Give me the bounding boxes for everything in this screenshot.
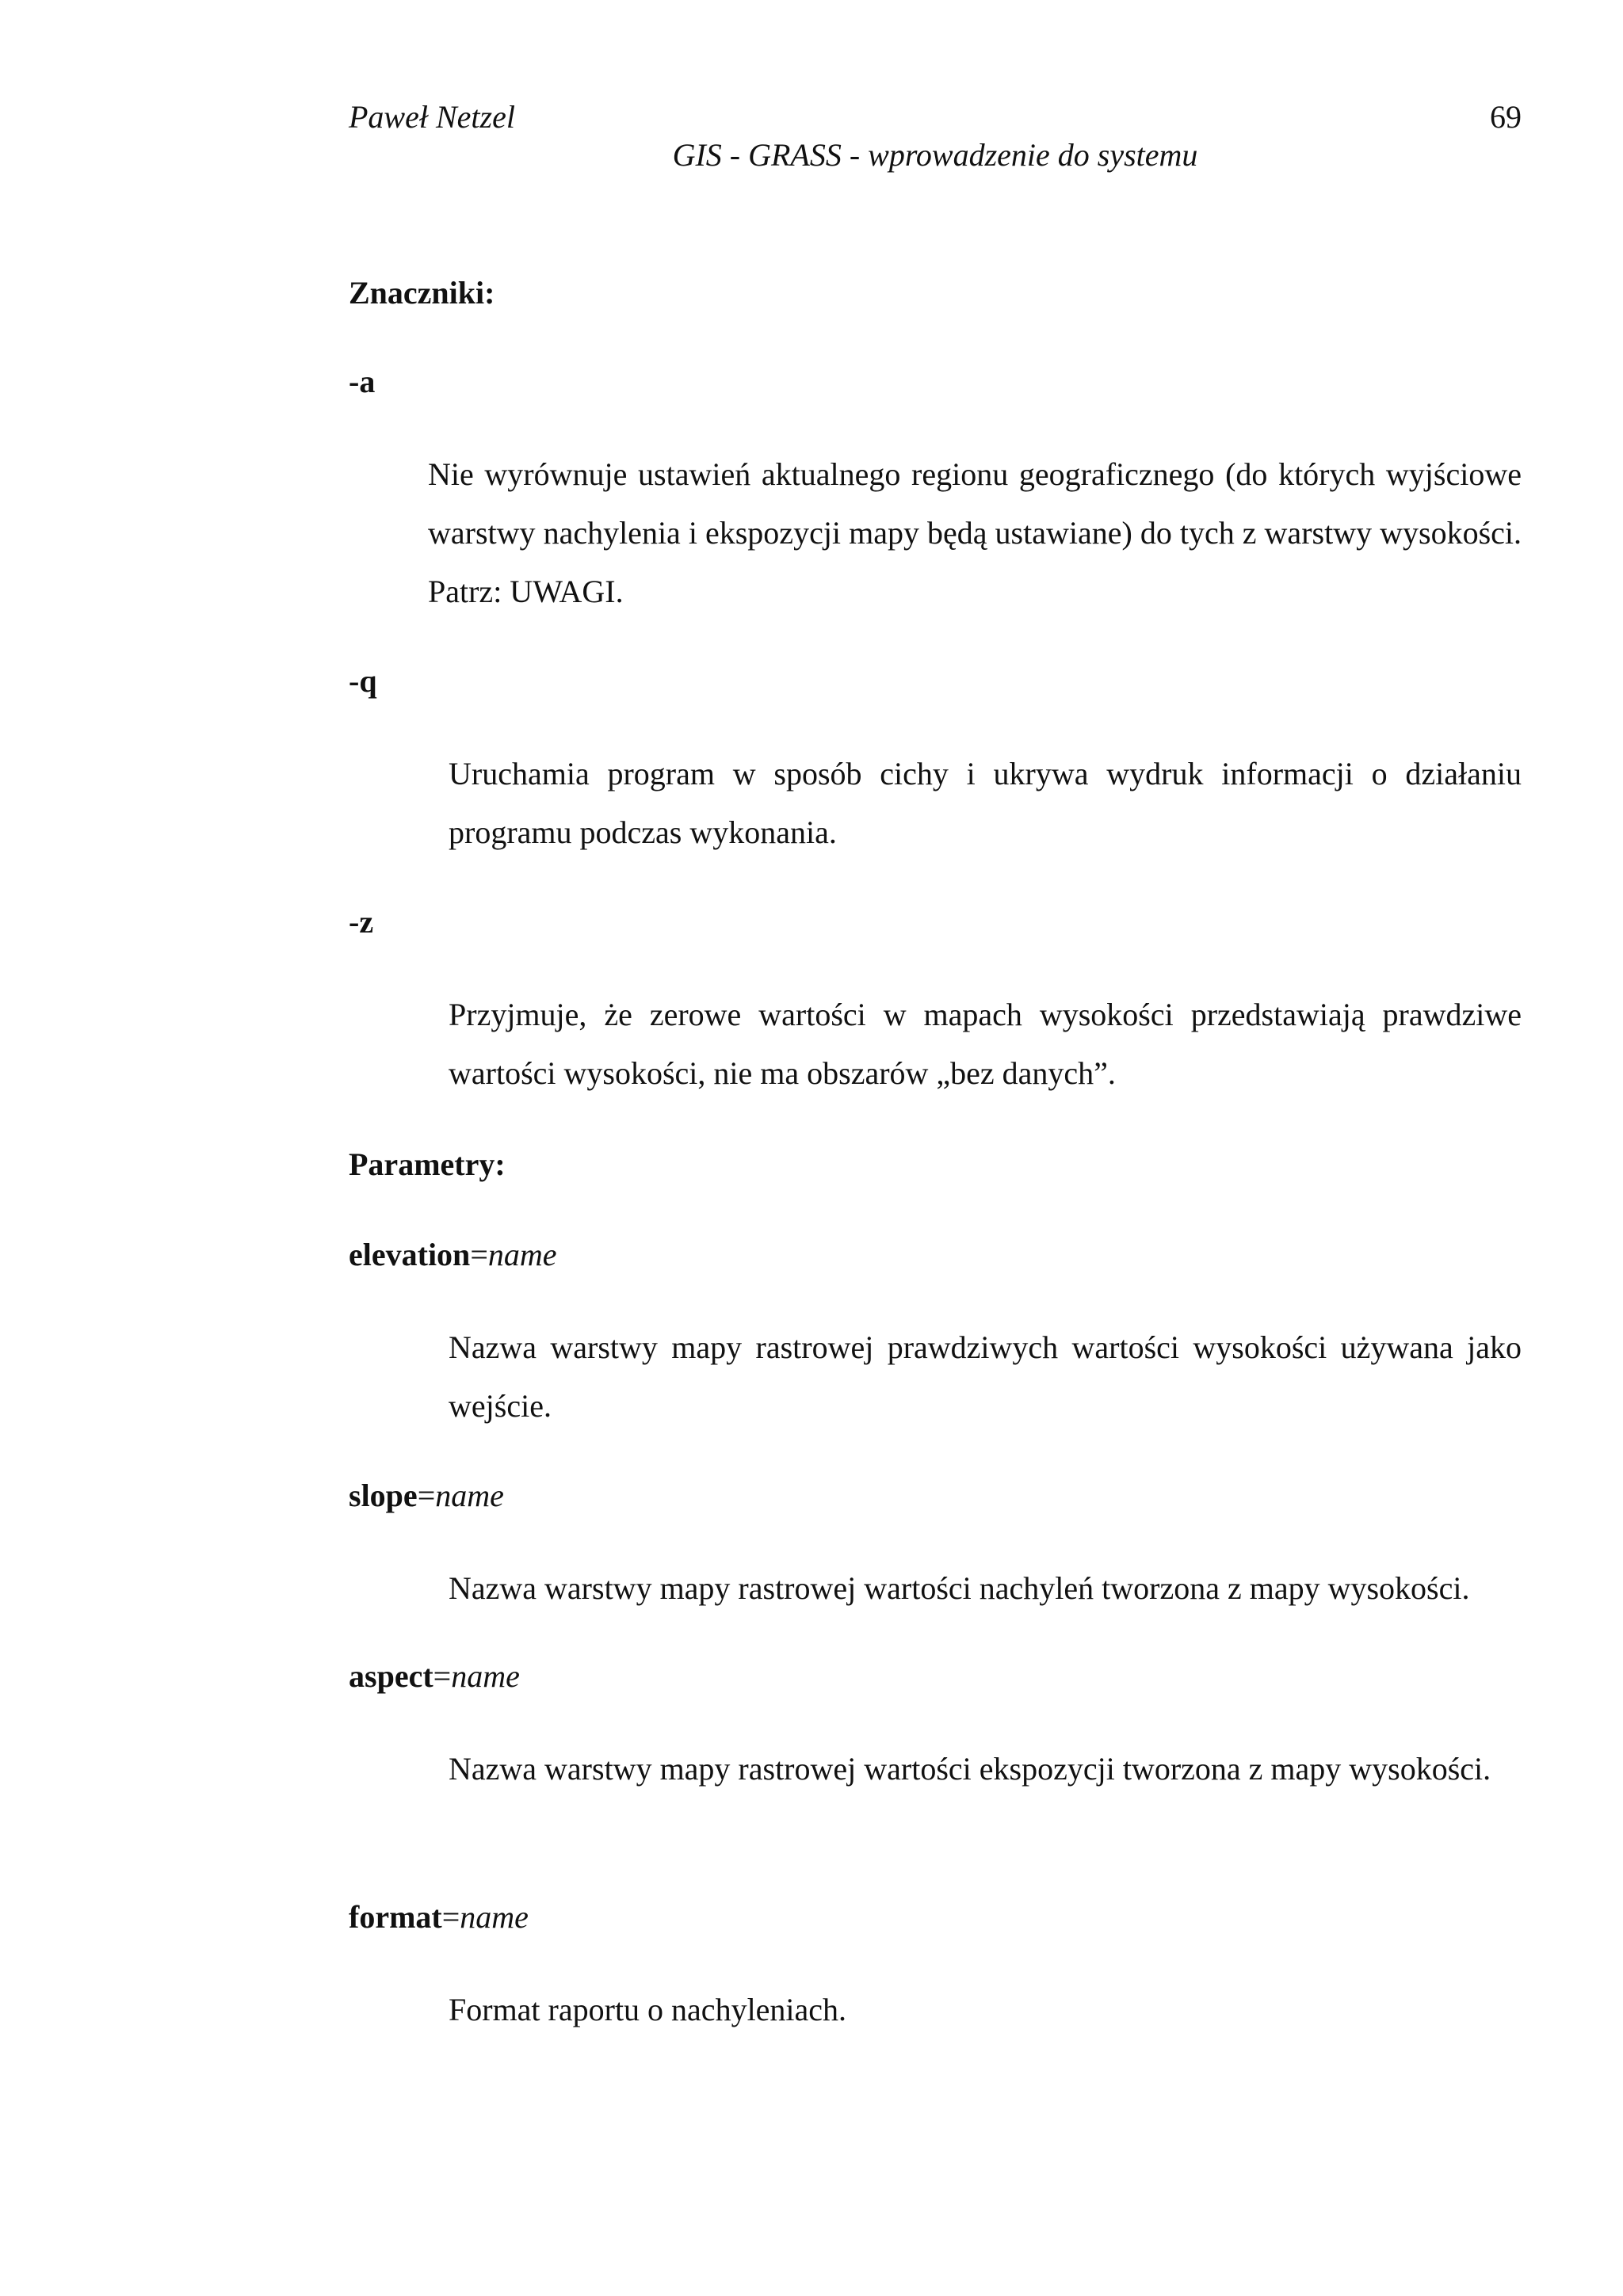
flag-z-description: Przyjmuje, że zerowe wartości w mapach wysokości przedstawiają prawdziwe wartości wysokości, nie ma obszarów „bez danych”. (449, 997, 1522, 1091)
param-slope (349, 1472, 504, 1520)
param-elevation-name: elevation (349, 1237, 471, 1272)
flag-q-description: Uruchamia program w sposób cichy i ukrywa wydruk informacji o działaniu programu podczas wykonania. (449, 756, 1522, 850)
page-number: 69 (1490, 99, 1522, 135)
header-author: Paweł Netzel (349, 99, 515, 135)
param-aspect-value: name (451, 1658, 520, 1694)
param-aspect (349, 1653, 520, 1700)
param-format-name: format (349, 1899, 442, 1935)
param-format-value: name (460, 1899, 529, 1935)
param-elevation-eq: = (470, 1237, 488, 1272)
param-slope-name: slope (349, 1478, 418, 1513)
flag-z-label: -z (349, 904, 374, 940)
param-format (349, 1894, 529, 1941)
param-aspect-description: Nazwa warstwy mapy rastrowej wartości ekspozycji tworzona z mapy wysokości. (449, 1751, 1491, 1787)
header-title: GIS - GRASS - wprowadzenie do systemu (672, 137, 1198, 173)
param-elevation-value: name (487, 1237, 557, 1272)
flags-heading: Znaczniki: (349, 275, 495, 311)
flag-a-label: -a (349, 364, 376, 399)
param-elevation-description: Nazwa warstwy mapy rastrowej prawdziwych wartości wysokości używana jako wejście. (449, 1329, 1522, 1424)
param-format-eq: = (441, 1899, 460, 1935)
param-format-description: Format raportu o nachyleniach. (449, 1992, 847, 2027)
param-slope-value: name (435, 1478, 504, 1513)
param-aspect-name: aspect (349, 1658, 433, 1694)
param-aspect-eq: = (433, 1658, 452, 1694)
flag-a-description: Nie wyrównuje ustawień aktualnego regionu geograficznego (do których wyjściowe warstwy nachylenia i ekspozycji mapy będą ustawiane) do tych z warstwy wysokości. Patrz: UWAGI. (428, 456, 1522, 609)
param-slope-eq: = (417, 1478, 436, 1513)
param-slope-description: Nazwa warstwy mapy rastrowej wartości nachyleń tworzona z mapy wysokości. (449, 1570, 1470, 1606)
param-elevation (349, 1231, 557, 1279)
flag-q-label: -q (349, 663, 377, 699)
params-heading: Parametry: (349, 1146, 506, 1182)
